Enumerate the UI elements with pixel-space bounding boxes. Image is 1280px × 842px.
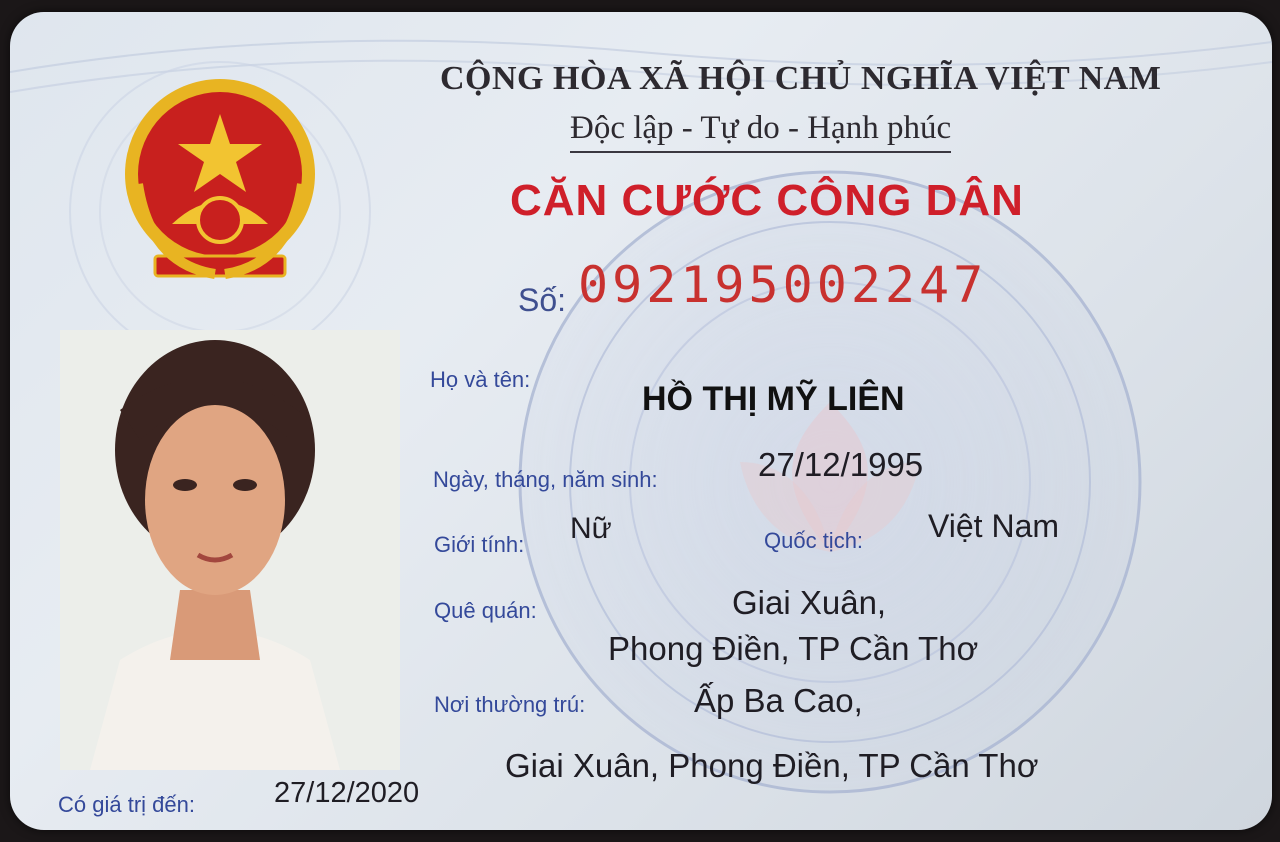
id-number: 092195002247 [578, 256, 988, 314]
national-emblem-icon [110, 74, 330, 304]
name-label: Họ và tên: [430, 367, 531, 392]
date-of-birth: 27/12/1995 [758, 446, 924, 483]
card-title: CĂN CƯỚC CÔNG DÂN [510, 176, 1024, 225]
expiry-date: 27/12/2020 [274, 777, 420, 809]
hometown-label: Quê quán: [434, 598, 537, 623]
sex: Nữ [570, 512, 612, 545]
dob-label: Ngày, tháng, năm sinh: [433, 467, 658, 492]
id-card [10, 12, 1272, 830]
sex-label: Giới tính: [434, 532, 525, 557]
expiry-label: Có giá trị đến: [58, 792, 195, 817]
residence-line1: Ấp Ba Cao, [694, 682, 863, 719]
country-name: CỘNG HÒA XÃ HỘI CHỦ NGHĨA VIỆT NAM [440, 60, 1162, 97]
residence-line2: Giai Xuân, Phong Điền, TP Cần Thơ [505, 747, 1039, 784]
id-number-label: Số: [518, 282, 567, 318]
portrait-photo [60, 330, 400, 770]
hometown-line1: Giai Xuân, [732, 584, 887, 621]
hometown-line2: Phong Điền, TP Cần Thơ [608, 630, 979, 667]
residence-label: Nơi thường trú: [434, 692, 586, 717]
nationality-label: Quốc tịch: [764, 528, 864, 553]
nationality: Việt Nam [928, 508, 1060, 544]
full-name: HỒ THỊ MỸ LIÊN [642, 380, 905, 418]
national-motto: Độc lập - Tự do - Hạnh phúc [570, 110, 951, 153]
